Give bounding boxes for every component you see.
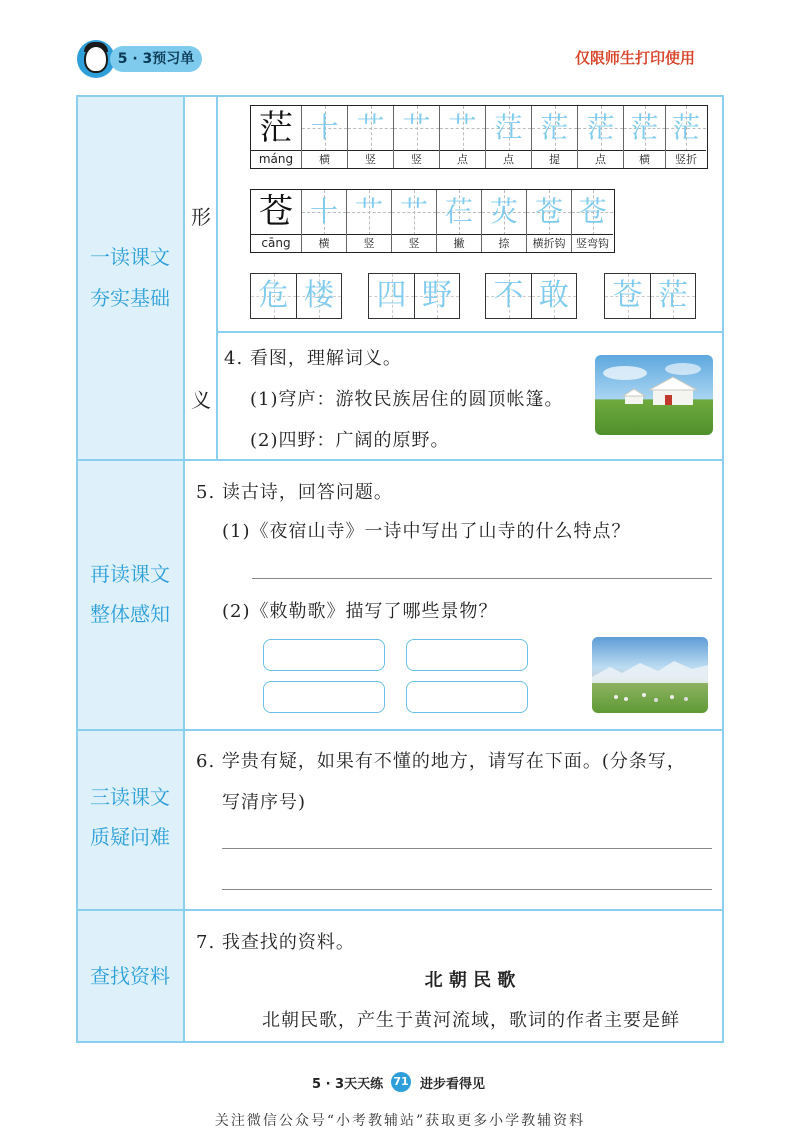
word-box-2 [368,273,460,319]
word-char: 野 [422,278,452,313]
row-divider [77,729,724,731]
word-char: 楼 [304,278,334,313]
q6-line-2: 写清序号) [222,792,307,813]
word-char: 四 [376,278,407,313]
stroke-name: 横 [319,153,330,166]
stroke-name: 横 [318,237,330,250]
header-badge: 5 · 3预习单 [110,46,202,72]
word-box-3 [485,273,577,319]
bottom-note: 关注微信公众号“小考教辅站”获取更多小学教辅资料 [214,1113,586,1129]
q4-item-1: (1)穹庐：游牧民族居住的圆顶帐篷。 [250,389,564,410]
answer-line[interactable] [222,848,712,849]
stroke-name: 提 [549,153,560,166]
section-label-2: 再读课文 [90,562,170,586]
stroke-step: 茫 [586,111,615,144]
section-label-2-sub: 整体感知 [90,602,170,626]
sublabel-form: 形 [191,205,211,229]
answer-box-4[interactable] [406,681,528,713]
stroke-cell [346,190,391,252]
stroke-cell [531,106,577,168]
answer-box-1[interactable] [263,639,385,671]
word-char: 不 [493,278,524,313]
sub-column-divider [216,96,218,460]
section-label-4: 查找资料 [90,964,170,988]
char-grid-cang [250,189,615,253]
stroke-cell [481,190,526,252]
q5-item-2: (2)《敕勒歌》描写了哪些景物？ [222,601,498,622]
pinyin-label: máng [258,152,294,166]
stroke-name: 竖 [408,237,420,250]
row-divider [77,459,724,461]
stroke-cell [347,106,393,168]
section-label-3: 三读课文 [90,785,170,809]
stroke-name: 撇 [453,237,465,250]
stroke-step: 苍 [578,195,607,228]
stroke-cell [571,190,613,252]
stroke-name: 点 [595,153,606,166]
stroke-step: 茫 [540,111,569,144]
q7-heading: 北 朝 民 歌 [424,970,516,991]
stroke-step: 芢 [444,195,473,228]
grassland-picture [592,637,708,713]
avatar-face-icon [84,45,108,73]
stroke-step: 茳 [494,111,523,144]
answer-box-3[interactable] [263,681,385,713]
section-label-1-sub: 夯实基础 [90,286,170,310]
word-char: 茫 [658,278,688,313]
word-char: 敢 [539,278,569,313]
answer-line[interactable] [222,889,712,890]
stroke-name: 捺 [498,237,510,250]
char-main: 茫 [259,108,293,148]
stroke-name: 横 [639,153,650,166]
stroke-step: 茫 [671,111,700,144]
word-box-1 [250,273,342,319]
q7-title: 7. 我查找的资料。 [196,932,355,953]
word-char: 危 [258,278,289,313]
row-divider [77,909,724,911]
stroke-name: 竖 [411,153,422,166]
section-label-3-sub: 质疑问难 [90,825,170,849]
char-cell [251,190,301,252]
stroke-step: 十 [309,195,338,228]
stroke-name: 竖弯钩 [576,237,609,250]
stroke-step: 苂 [489,195,518,228]
word-box-4 [604,273,696,319]
answer-line[interactable] [252,578,712,579]
stroke-name: 点 [503,153,514,166]
stroke-step: 艹 [448,111,477,144]
q7-body: 北朝民歌，产生于黄河流域，歌词的作者主要是鲜 [262,1010,680,1031]
q5-title: 5. 读古诗，回答问题。 [196,482,393,503]
stroke-name: 竖 [363,237,375,250]
char-main: 苍 [259,192,293,232]
stroke-step: 十 [310,111,339,144]
print-notice: 仅限师生打印使用 [575,49,696,67]
stroke-name: 竖折 [675,153,697,166]
stroke-step: 艹 [399,195,428,228]
stroke-step: 艹 [402,111,431,144]
stroke-cell [436,190,481,252]
stroke-cell [577,106,623,168]
stroke-cell [301,190,346,252]
footer-left: 5 · 3天天练 [312,1077,384,1092]
row-divider [216,331,724,333]
section-label-1: 一读课文 [90,245,170,269]
q4-title: 4. 看图，理解词义。 [224,348,402,369]
stroke-cell [485,106,531,168]
q6-line-1: 6. 学贵有疑，如果有不懂的地方，请写在下面。(分条写， [196,751,686,772]
stroke-cell [391,190,436,252]
stroke-cell [393,106,439,168]
stroke-step: 茫 [630,111,659,144]
stroke-cell [301,106,347,168]
char-cell [251,106,301,168]
sublabel-meaning: 义 [191,388,211,412]
pinyin-label: cāng [261,236,291,250]
stroke-step: 艹 [356,111,385,144]
char-grid-mang [250,105,708,169]
stroke-cell [439,106,485,168]
answer-box-2[interactable] [406,639,528,671]
stroke-name: 横折钩 [532,237,566,250]
stroke-cell [665,106,706,168]
stroke-step: 苍 [534,195,563,228]
stroke-name: 点 [457,153,468,166]
stroke-cell [623,106,665,168]
column-divider [183,96,185,1042]
page-number: 71 [391,1072,411,1092]
yurt-picture [595,355,713,435]
stroke-cell [526,190,571,252]
q5-item-1: (1)《夜宿山寺》一诗中写出了山寺的什么特点？ [222,521,631,542]
stroke-name: 竖 [365,153,376,166]
word-char: 苍 [612,278,643,313]
q4-item-2: (2)四野：广阔的原野。 [250,430,450,451]
stroke-step: 艹 [354,195,383,228]
footer-right: 进步看得见 [420,1077,486,1092]
